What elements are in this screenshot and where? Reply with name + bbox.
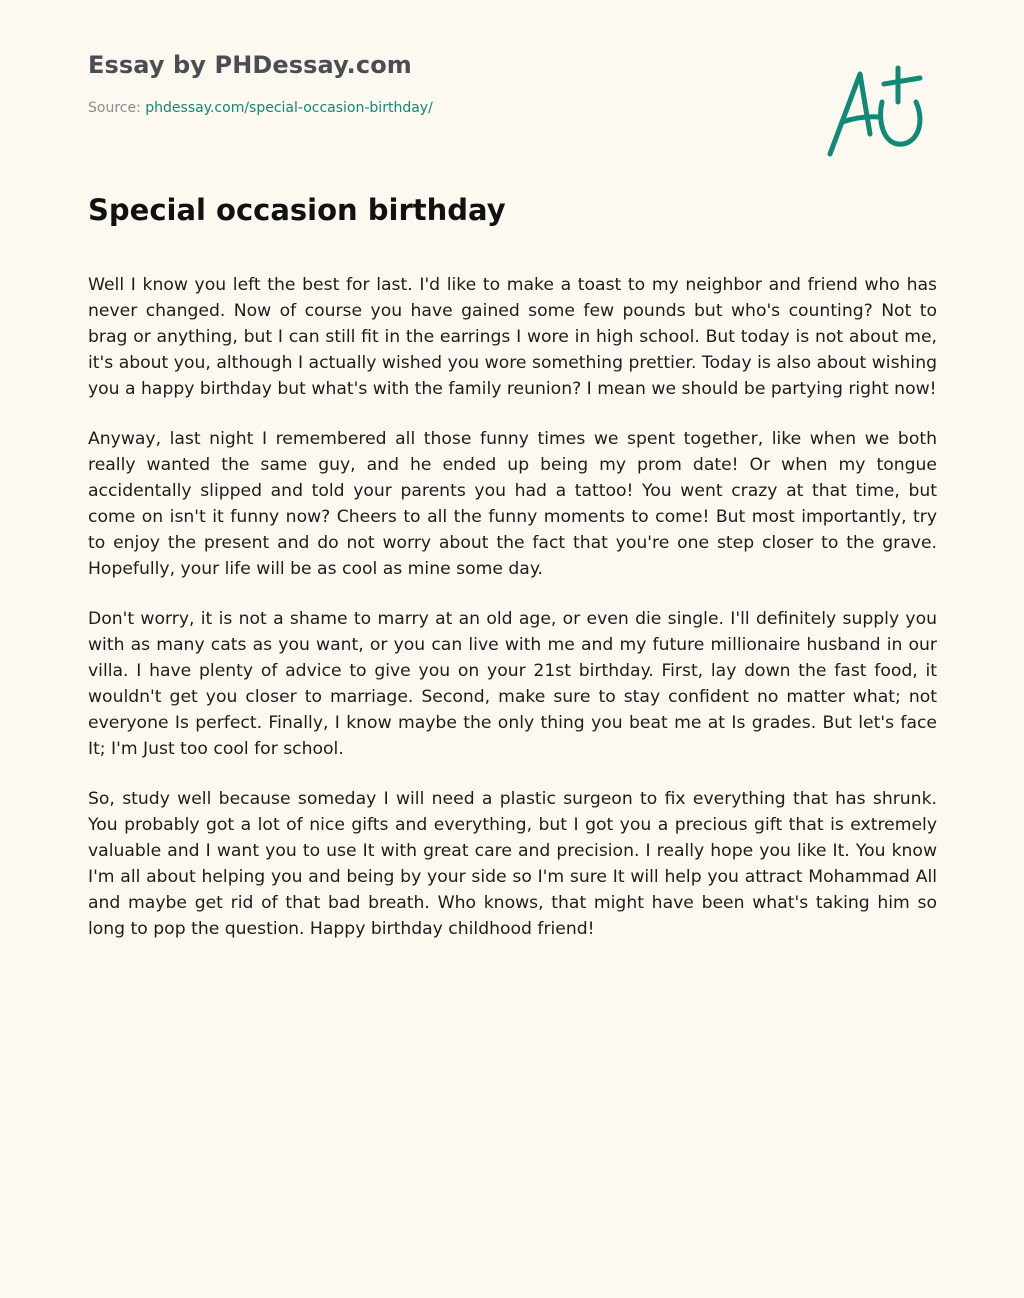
header [88,48,788,118]
essay-paragraph: Well I know you left the best for last. I'd like to make a toast to my neighbor and friend who has never changed. Now of course you have gained some few pounds but who's counting? Not to brag or anything, but I can still fit in the earrings I wore in high school. But today is not about me, it's about you, although I actually wished you wore something prettier. Today is also about wishing you a happy birthday but what's with the family reunion? I mean we should be partying right now! [88,275,937,399]
a-plus-logo-icon [822,62,932,162]
source-link[interactable]: phdessay.com/special-occasion-birthday/ [145,100,433,116]
essay-paragraph: Don't worry, it is not a shame to marry at an old age, or even die single. I'll definitely supply you with as many cats as you want, or you can live with me and my future millionaire husband in our villa. I have plenty of advice to give you on your 21st birthday. First, lay down the fast food, it wouldn't get you closer to marriage. Second, make sure to stay confident no matter what; not everyone Is perfect. Finally, I know maybe the only thing you beat me at Is grades. But let's face It; I'm Just too cool for school. [88,609,937,759]
brand-title: Essay by PHDessay.com [88,51,412,79]
essay-title: Special occasion birthday [88,193,506,227]
essay-paragraph: So, study well because someday I will need a plastic surgeon to fix everything that has shrunk. You probably got a lot of nice gifts and everything, but I got you a precious gift that is extremely valuable and I want you to use It with great care and precision. I really hope you like It. You know I'm all about helping you and being by your side so I'm sure It will help you attract Mohammad All and maybe get rid of that bad breath. Who knows, that might have been what's taking him so long to pop the question. Happy birthday childhood friend! [88,789,937,939]
source-line [88,98,788,118]
essay-body [88,272,937,966]
source-label: Source: [88,100,146,116]
essay-paragraph: Anyway, last night I remembered all those funny times we spent together, like when we both really wanted the same guy, and he ended up being my prom date! Or when my tongue accidentally slipped and told your parents you had a tattoo! You went crazy at that time, but come on isn't it funny now? Cheers to all the funny moments to come! But most importantly, try to enjoy the present and do not worry about the fact that you're one step closer to the grave. Hopefully, your life will be as cool as mine some day. [88,429,937,579]
